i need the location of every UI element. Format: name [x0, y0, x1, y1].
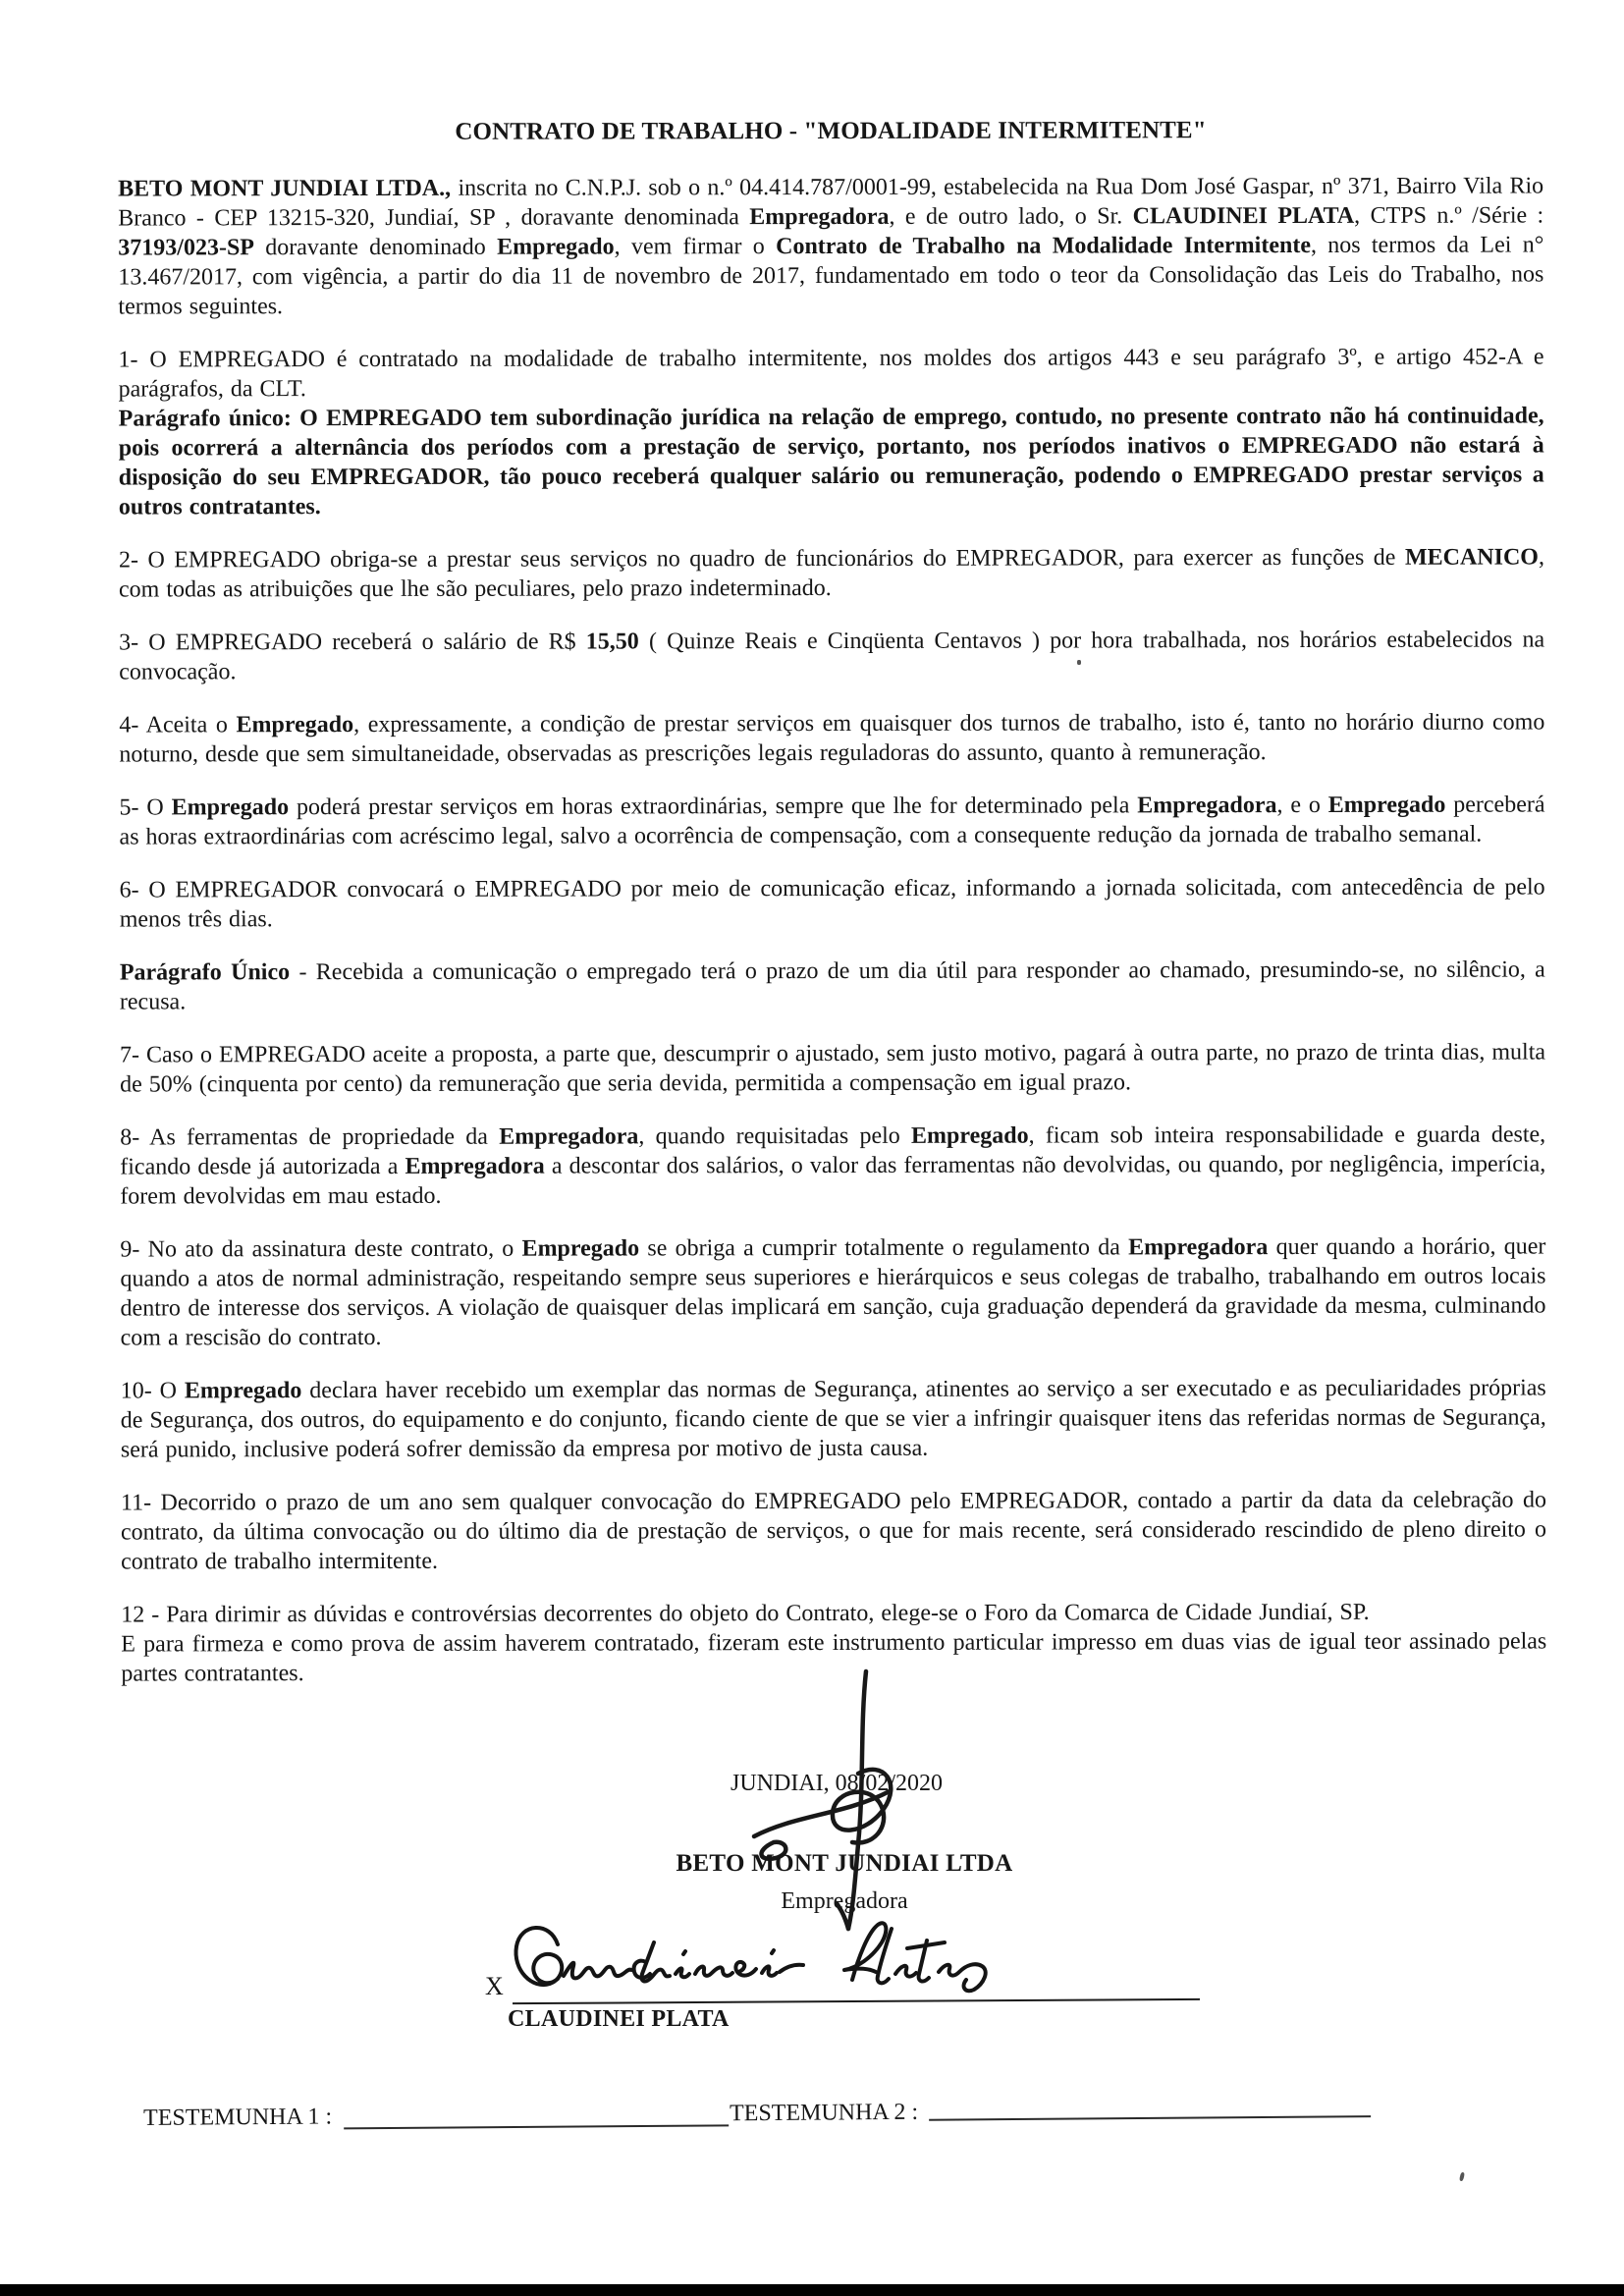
text-segment: Empregado — [1327, 792, 1446, 818]
text-segment: se obriga a cumprir totalmente o regulamento da — [639, 1234, 1129, 1262]
scan-speck — [1077, 660, 1081, 665]
text-segment: , e de outro lado, o Sr. — [889, 203, 1133, 230]
contract-clause — [119, 707, 1544, 769]
text-segment: Empregadora — [749, 203, 890, 231]
contract-clause — [120, 955, 1545, 1016]
text-segment: inscrita no C.N.P.J. sob o n.º 04.414.787/0001-99, estabelecida na Rua Dom José Gaspar, nº 371, Bairro Vila Rio Branco - CEP 13215-320, Jundiaí, SP , doravante denominada — [118, 173, 1544, 232]
text-segment: , CTPS n.º /Série : — [1354, 202, 1544, 229]
text-segment: Contrato de Trabalho na Modalidade Intermitente — [776, 232, 1311, 260]
text-segment: 2- O EMPREGADO obriga-se a prestar seus serviços no quadro de funcionários do EMPREGADOR, para exercer as funções de — [118, 544, 1405, 574]
text-segment: 9- No ato da assinatura deste contrato, o — [120, 1235, 522, 1263]
text-segment: E para firmeza e como prova de assim haverem contratado, fizeram este instrumento particular impresso em duas vias de igual teor assinado pelas partes contratantes. — [121, 1628, 1547, 1687]
text-segment: Empregadora — [405, 1153, 545, 1179]
text-segment: Empregado — [171, 794, 290, 821]
text-segment: 4- Aceita o — [119, 712, 237, 738]
contract-clause — [118, 171, 1543, 321]
text-segment: 15,50 — [585, 629, 639, 655]
text-segment: Empregado — [184, 1378, 302, 1404]
text-segment: poderá prestar serviços em horas extraordinárias, sempre que lhe for determinado pela — [289, 793, 1138, 821]
contract-clause — [120, 872, 1545, 934]
witness-row — [143, 2096, 1380, 2145]
text-segment: MECANICO — [1404, 544, 1539, 571]
witness1-label: TESTEMUNHA 1 : — [143, 2104, 333, 2131]
text-segment: Empregado — [910, 1122, 1029, 1149]
witness1-signature-line — [344, 2124, 729, 2129]
company-role-label: Empregadora — [781, 1888, 908, 1914]
witness2-label: TESTEMUNHA 2 : — [729, 2099, 919, 2127]
text-segment: - Recebida a comunicação o empregado terá o prazo de um dia útil para responder ao chamado, presumindo-se, no silêncio, a recusa. — [119, 957, 1545, 1015]
signature-x-mark: X — [485, 1972, 504, 2000]
contract-clause — [120, 1231, 1545, 1352]
scan-edge-bar — [0, 2284, 1624, 2296]
text-segment: Parágrafo Único — [119, 959, 291, 986]
text-segment: Empregado — [497, 234, 615, 260]
text-segment: a descontar dos salários, o valor das ferramentas não devolvidas, ou quando, por negligência, imperícia, forem devolvidas em mau estado. — [120, 1151, 1546, 1210]
contract-clause — [121, 1485, 1546, 1576]
text-segment: Empregadora — [499, 1123, 639, 1150]
text-segment: quer quando a horário, quer quando a atos de normal administração, respeitando sempre seus superiores e hierárquicos e seus colegas de trabalho, trabalhando em outros locais dentro de interesse dos serviços. A violação de quaisquer delas implicará em sanção, cuja graduação dependerá da gravidade da mesma, culminando com a rescisão do contrato. — [120, 1233, 1546, 1351]
text-segment: CLAUDINEI PLATA — [1132, 202, 1355, 230]
text-segment: doravante denominado — [253, 234, 498, 261]
text-segment: , nos termos da Lei n° 13.467/2017, com vigência, a partir do dia 11 de novembro de 2017, fundamentado em todo o teor da Consolidação das Leis do Trabalho, nos termos seguintes. — [118, 232, 1544, 320]
text-segment: 11- Decorrido o prazo de um ano sem qualquer convocação do EMPREGADO pelo EMPREGADOR, contado a partir da data da celebração do contrato, da última convocação ou do último dia de prestação de serviços, o que for mais recente, será considerado rescindido de pleno direito o contrato de trabalho intermitente. — [120, 1487, 1547, 1575]
text-segment: 37193/023-SP — [118, 235, 254, 261]
contract-clause — [119, 790, 1544, 851]
text-segment: Empregado — [236, 712, 354, 738]
text-segment: Empregado — [521, 1235, 640, 1262]
contract-clause — [118, 342, 1543, 404]
text-segment: perceberá as horas extraordinárias com acréscimo legal, salvo a ocorrência de compensação, com a consequente redução da jornada de trabalho semanal. — [119, 792, 1545, 850]
text-segment: , vem firmar o — [614, 234, 777, 260]
text-segment: 5- O — [119, 794, 172, 821]
contract-clause — [119, 542, 1544, 604]
contract-clause — [121, 1373, 1546, 1464]
contract-clause — [120, 1120, 1545, 1211]
text-segment: 12 - Para dirimir as dúvidas e controvérsias decorrentes do objeto do Contrato, elege-se o Foro da Comarca de Cidade Jundiaí, SP. — [121, 1599, 1370, 1628]
text-segment: 8- As ferramentas de propriedade da — [120, 1123, 500, 1151]
scan-speck — [1459, 2172, 1465, 2182]
contract-body — [118, 114, 1546, 1688]
employee-signature-script — [507, 1917, 1184, 2010]
contract-paragraphs — [118, 171, 1546, 1688]
text-segment: BETO MONT JUNDIAI LTDA., — [118, 175, 452, 202]
text-segment: , com todas as atribuições que lhe são peculiares, pelo prazo indeterminado. — [118, 544, 1544, 603]
text-segment: 10- O — [120, 1378, 185, 1404]
text-segment: 7- Caso o EMPREGADO aceite a proposta, a parte que, descumprir o ajustado, sem justo motivo, pagará à outra parte, no prazo de trinta dias, multa de 50% (cinquenta por cento) da remuneração que seria devida, permitida a compensação em igual prazo. — [119, 1039, 1546, 1098]
witness2-signature-line — [929, 2115, 1371, 2121]
text-segment: ( Quinze Reais e Cinqüenta Centavos ) por hora trabalhada, nos horários estabelecidos na convocação. — [119, 627, 1545, 685]
contract-clause — [119, 401, 1544, 521]
document-title: CONTRATO DE TRABALHO - "MODALIDADE INTERMITENTE" — [455, 117, 1207, 145]
contract-clause — [121, 1597, 1546, 1629]
contract-clause — [120, 1037, 1545, 1099]
text-segment: 3- O EMPREGADO receberá o salário de R$ — [119, 629, 586, 656]
text-segment: declara haver recebido um exemplar das normas de Segurança, atinentes ao serviço a ser executado e as peculiaridades próprias de Segurança, dos outros, do equipamento e do conjunto, ficando ciente de que se vier a infringir quaisquer itens das referidas normas de Segurança, será punido, inclusive poderá sofrer demissão da empresa por motivo de justa causa. — [120, 1375, 1546, 1463]
text-segment: Empregadora — [1137, 793, 1277, 819]
company-name: BETO MONT JUNDIAI LTDA — [676, 1850, 1013, 1877]
text-segment: 6- O EMPREGADOR convocará o EMPREGADO por meio de comunicação eficaz, informando a jornada solicitada, com antecedência de pelo menos três dias. — [119, 874, 1545, 933]
text-segment: , ficam sob inteira responsabilidade e guarda deste, ficando desde já autorizada a — [120, 1121, 1546, 1180]
place-date: JUNDIAI, 08/02/2020 — [731, 1771, 943, 1796]
text-segment: 1- O EMPREGADO é contratado na modalidade de trabalho intermitente, nos moldes dos artigos 443 e seu parágrafo 3º, e artigo 452-A e parágrafos, da CLT. — [118, 344, 1544, 403]
contract-clause — [119, 625, 1544, 686]
text-segment: , quando requisitadas pelo — [638, 1122, 912, 1150]
text-segment: Empregadora — [1128, 1234, 1269, 1261]
text-segment: , e o — [1276, 792, 1328, 819]
text-segment: Parágrafo único: O EMPREGADO tem subordinação jurídica na relação de emprego, contudo, no presente contrato não há continuidade, pois ocorrerá a alternância dos períodos com a prestação de serviço, portanto, nos períodos inativos o EMPREGADO não estará à disposição do seu EMPREGADOR, tão pouco receberá qualquer salário ou remuneração, podendo o EMPREGADO prestar serviços a outros contratantes. — [118, 403, 1544, 520]
employee-name: CLAUDINEI PLATA — [508, 2006, 730, 2032]
text-segment: , expressamente, a condição de prestar serviços em quaisquer dos turnos de trabalho, isto é, tanto no horário diurno como noturno, desde que sem simultaneidade, observadas as prescrições legais reguladoras do assunto, quanto à remuneração. — [119, 709, 1545, 768]
